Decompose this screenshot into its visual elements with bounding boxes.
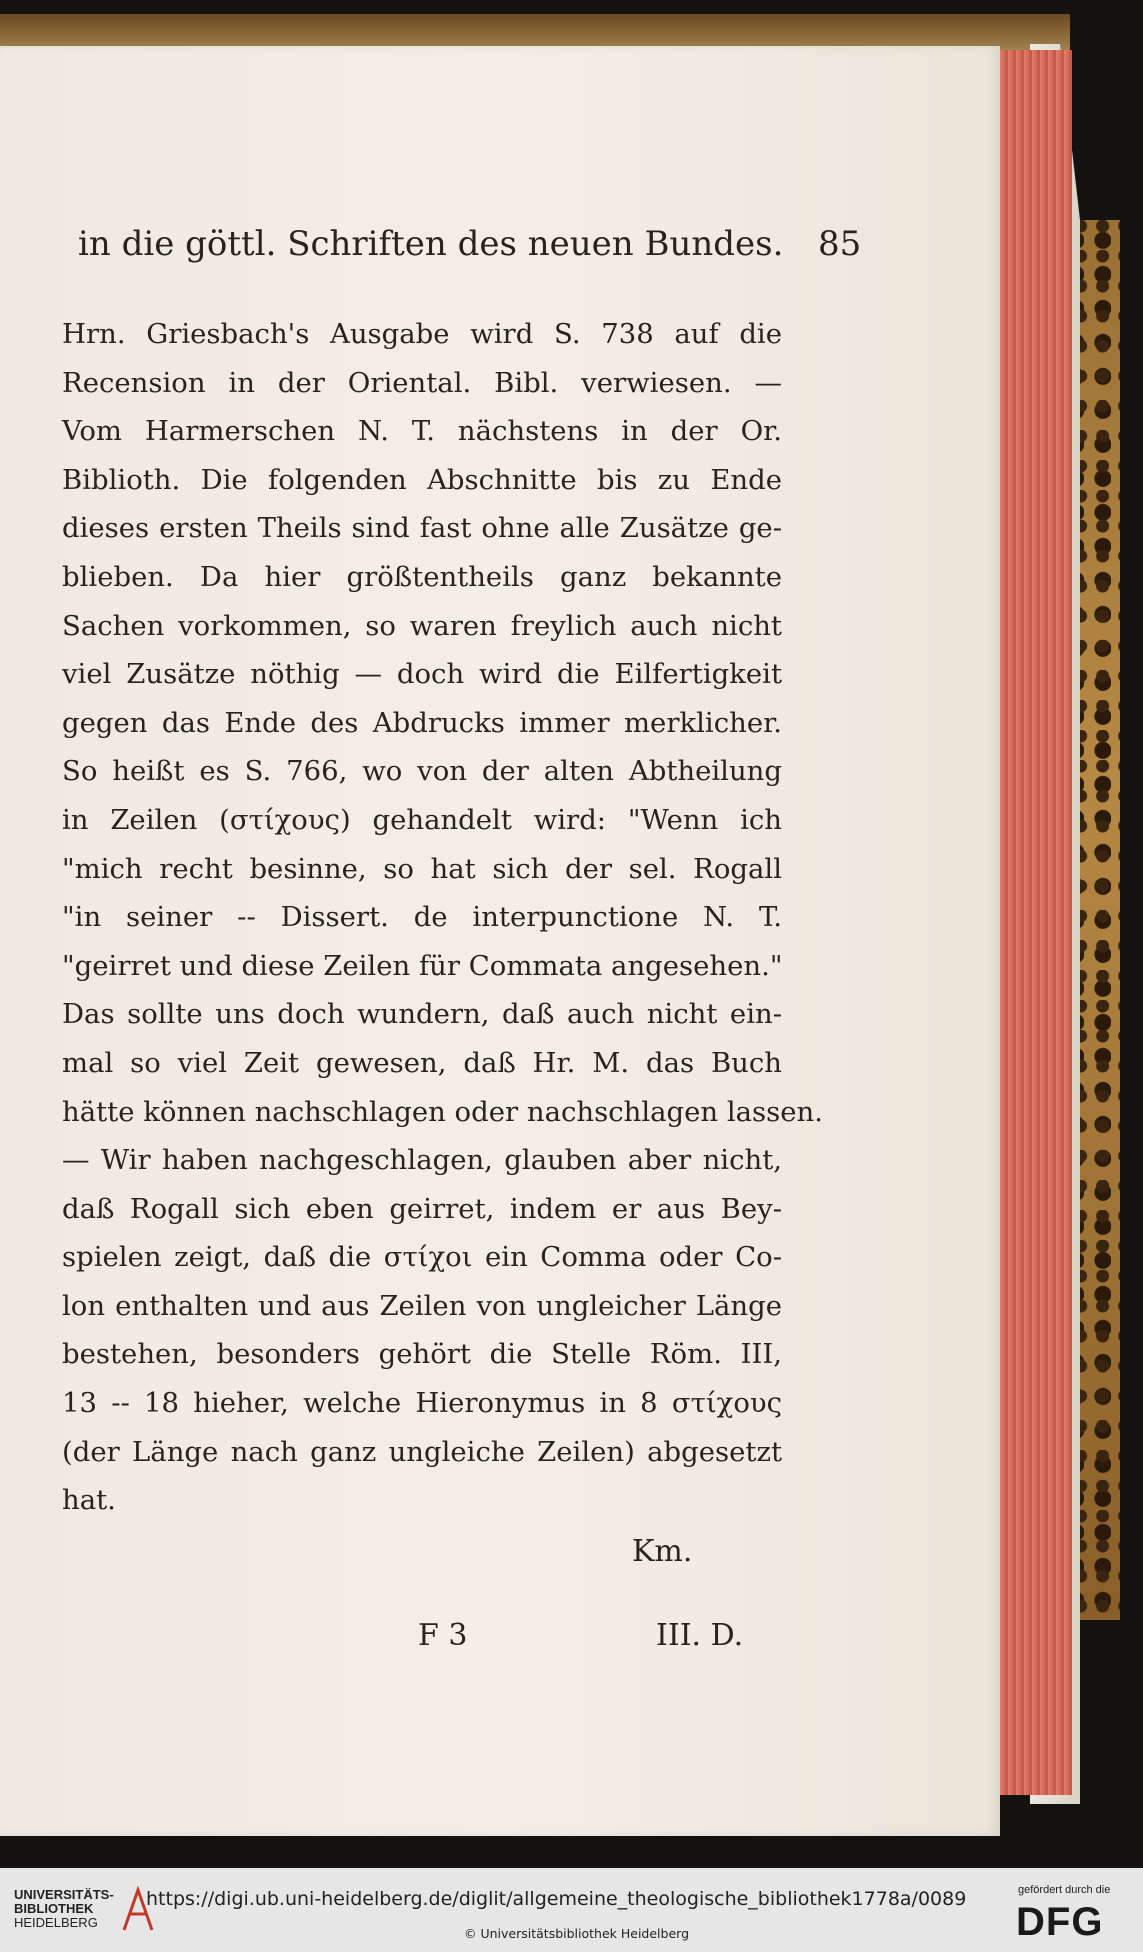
text-line: bestehen, besonders gehört die Stelle Röm. III, (62, 1338, 782, 1371)
text-line: viel Zusätze nöthig — doch wird die Eilfertigkeit (62, 658, 782, 691)
library-logo[interactable] (14, 1888, 114, 1930)
signature-mark: F 3 (418, 1618, 468, 1653)
text-line: lon enthalten und aus Zeilen von ungleicher Länge (62, 1289, 782, 1322)
text-line: Biblioth. Die folgenden Abschnitte bis zu Ende (62, 463, 782, 496)
text-line: Das sollte uns doch wundern, daß auch nicht ein- (62, 998, 782, 1031)
text-line: spielen zeigt, daß die στίχοι ein Comma oder Co- (62, 1241, 782, 1274)
catchword: III. D. (656, 1618, 744, 1653)
running-head (78, 224, 862, 264)
author-signature: Km. (632, 1534, 693, 1569)
logo-line: HEIDELBERG (14, 1915, 98, 1930)
text-line: So heißt es S. 766, wo von der alten Abtheilung (62, 755, 782, 788)
text-line: dieses ersten Theils sind fast ohne alle Zusätze ge- (62, 512, 782, 545)
text-line: hätte können nachschlagen oder nachschlagen lassen. (62, 1095, 823, 1128)
text-line: Recension in der Oriental. Bibl. verwiesen. — (62, 366, 782, 399)
text-line: — Wir haben nachgeschlagen, glauben aber nicht, (62, 1144, 782, 1177)
text-line: in Zeilen (στίχους) gehandelt wird: "Wenn ich (62, 803, 782, 836)
text-line: blieben. Da hier größtentheils ganz bekannte (62, 560, 782, 593)
text-line: 13 -- 18 hieher, welche Hieronymus in 8 στίχους (62, 1387, 782, 1420)
text-line: (der Länge nach ganz ungleiche Zeilen) abgesetzt (62, 1435, 782, 1468)
text-line: daß Rogall sich eben geirret, indem er aus Bey- (62, 1192, 782, 1225)
text-line: gegen das Ende des Abdrucks immer merklicher. (62, 706, 782, 739)
funding-note: gefördert durch die (1018, 1884, 1111, 1896)
book-page (0, 46, 1000, 1836)
text-line: "in seiner -- Dissert. de interpunctione N. T. (62, 901, 782, 934)
text-line: Vom Harmerschen N. T. nächstens in der Or. (62, 415, 782, 448)
logo-line: UNIVERSITÄTS- (14, 1887, 114, 1902)
text-line: mal so viel Zeit gewesen, daß Hr. M. das Buch (62, 1046, 782, 1079)
dfg-logo[interactable]: DFG (1016, 1900, 1104, 1944)
body-text (62, 310, 823, 1525)
copyright-notice: © Universitätsbibliothek Heidelberg (464, 1926, 690, 1941)
logo-line: BIBLIOTHEK (14, 1901, 94, 1916)
text-line: "geirret und diese Zeilen für Commata angesehen." (62, 949, 783, 982)
text-line: Hrn. Griesbach's Ausgabe wird S. 738 auf die (62, 318, 782, 350)
text-line: hat. (62, 1484, 116, 1517)
running-head-text: in die göttl. Schriften des neuen Bundes. (78, 224, 784, 264)
page-number: 85 (818, 224, 862, 264)
viewer-footer (0, 1868, 1143, 1952)
text-line: Sachen vorkommen, so waren freylich auch nicht (62, 609, 782, 642)
text-line: "mich recht besinne, so hat sich der sel. Rogall (62, 852, 782, 885)
permalink-url[interactable]: https://digi.ub.uni-heidelberg.de/diglit/allgemeine_theologische_bibliothek1778a/0089 (146, 1888, 967, 1910)
